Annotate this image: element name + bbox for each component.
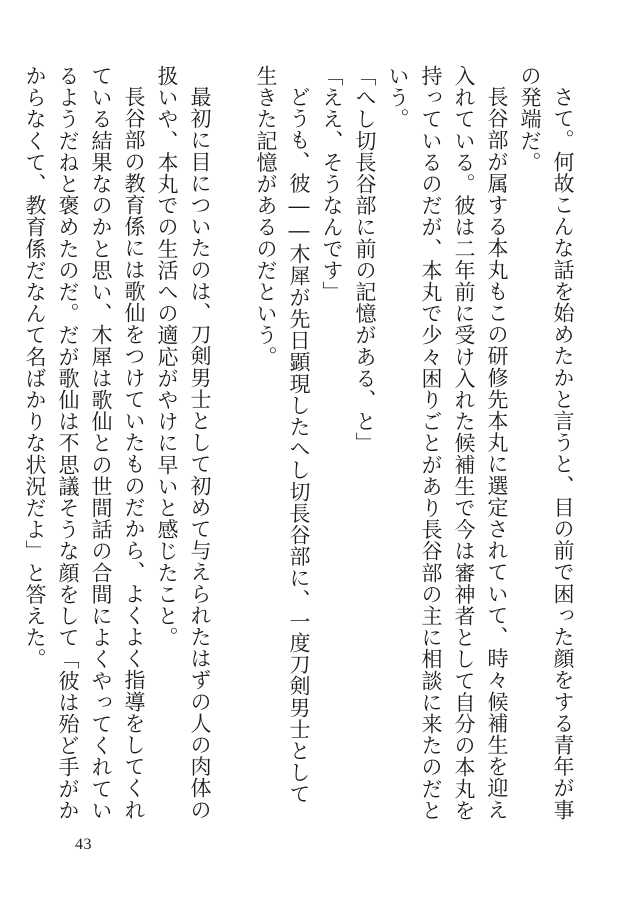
paragraph: さて。何故こんな話を始めたかと言うと、目の前で困った顔をする青年が事の発端だ。 [518, 65, 575, 821]
page-number: 43 [75, 836, 92, 853]
dialogue-line: 「ええ、そうなんです」 [320, 65, 344, 303]
paragraph: 長谷部の教育係には歌仙をつけていたものだから、よくよく指導をしてくれている結果なのかと思い、木犀は歌仙との世間話の合間によくやってくれているようだねと褒めたのだ。だが歌仙は不思議そうな顔をして「彼は殆ど手がかからなくて、教育係だなんて名ばかりな状況だよ」と答えた。 [23, 65, 146, 821]
paragraph: 長谷部が属する本丸もこの研修先本丸に選定されていて、時々候補生を迎え入れている。彼は二年前に受け入れた候補生で今は審神者として自分の本丸を持っているのだが、本丸で少々困りごとがあり長谷部の主に相談に来たのだという。 [386, 65, 509, 821]
body-text [23, 65, 579, 825]
paragraph: 最初に目についたのは、刀剣男士として初めて与えられたはずの人の肉体の扱いや、本丸での生活への適応がやけに早いと感じたこと。 [155, 65, 212, 821]
paragraph: どうも、彼――木犀が先日顕現したへし切長谷部に、一度刀剣男士として生きた記憶があるのだという。 [254, 65, 311, 805]
dialogue-line: 「へし切長谷部に前の記憶がある、と」 [353, 65, 377, 454]
